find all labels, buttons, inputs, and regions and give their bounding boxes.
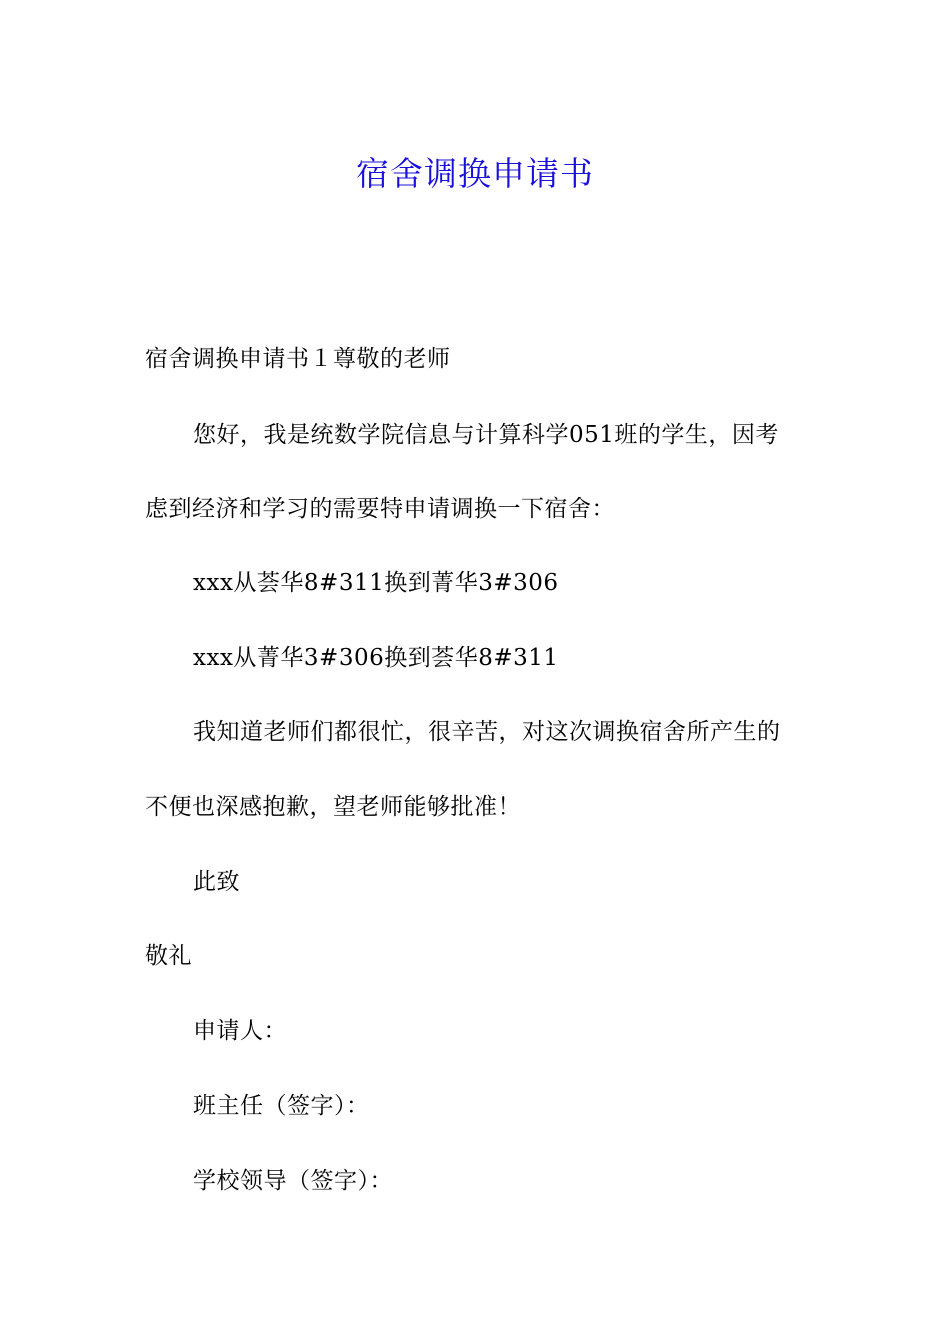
body-line-4: 不便也深感抱歉，望老师能够批准！	[145, 794, 521, 820]
swap-line-2: xxx从菁华3#306换到荟华8#311	[193, 645, 559, 671]
body-line-3: 我知道老师们都很忙，很辛苦，对这次调换宿舍所产生的	[193, 719, 781, 745]
head-teacher-signature-label: 班主任（签字）：	[193, 1093, 370, 1119]
applicant-label: 申请人：	[193, 1018, 287, 1044]
closing-line: 此致	[193, 869, 240, 895]
document-title: 宿舍调换申请书	[356, 154, 594, 194]
salutation-line: 宿舍调换申请书１尊敬的老师	[145, 346, 451, 372]
school-leader-signature-label: 学校领导（签字）：	[193, 1168, 393, 1194]
body-line-1: 您好，我是统数学院信息与计算科学051班的学生，因考	[193, 422, 779, 448]
regards-line: 敬礼	[145, 943, 192, 969]
body-line-2: 虑到经济和学习的需要特申请调换一下宿舍：	[145, 496, 615, 522]
swap-line-1: xxx从荟华8#311换到菁华3#306	[193, 570, 559, 596]
